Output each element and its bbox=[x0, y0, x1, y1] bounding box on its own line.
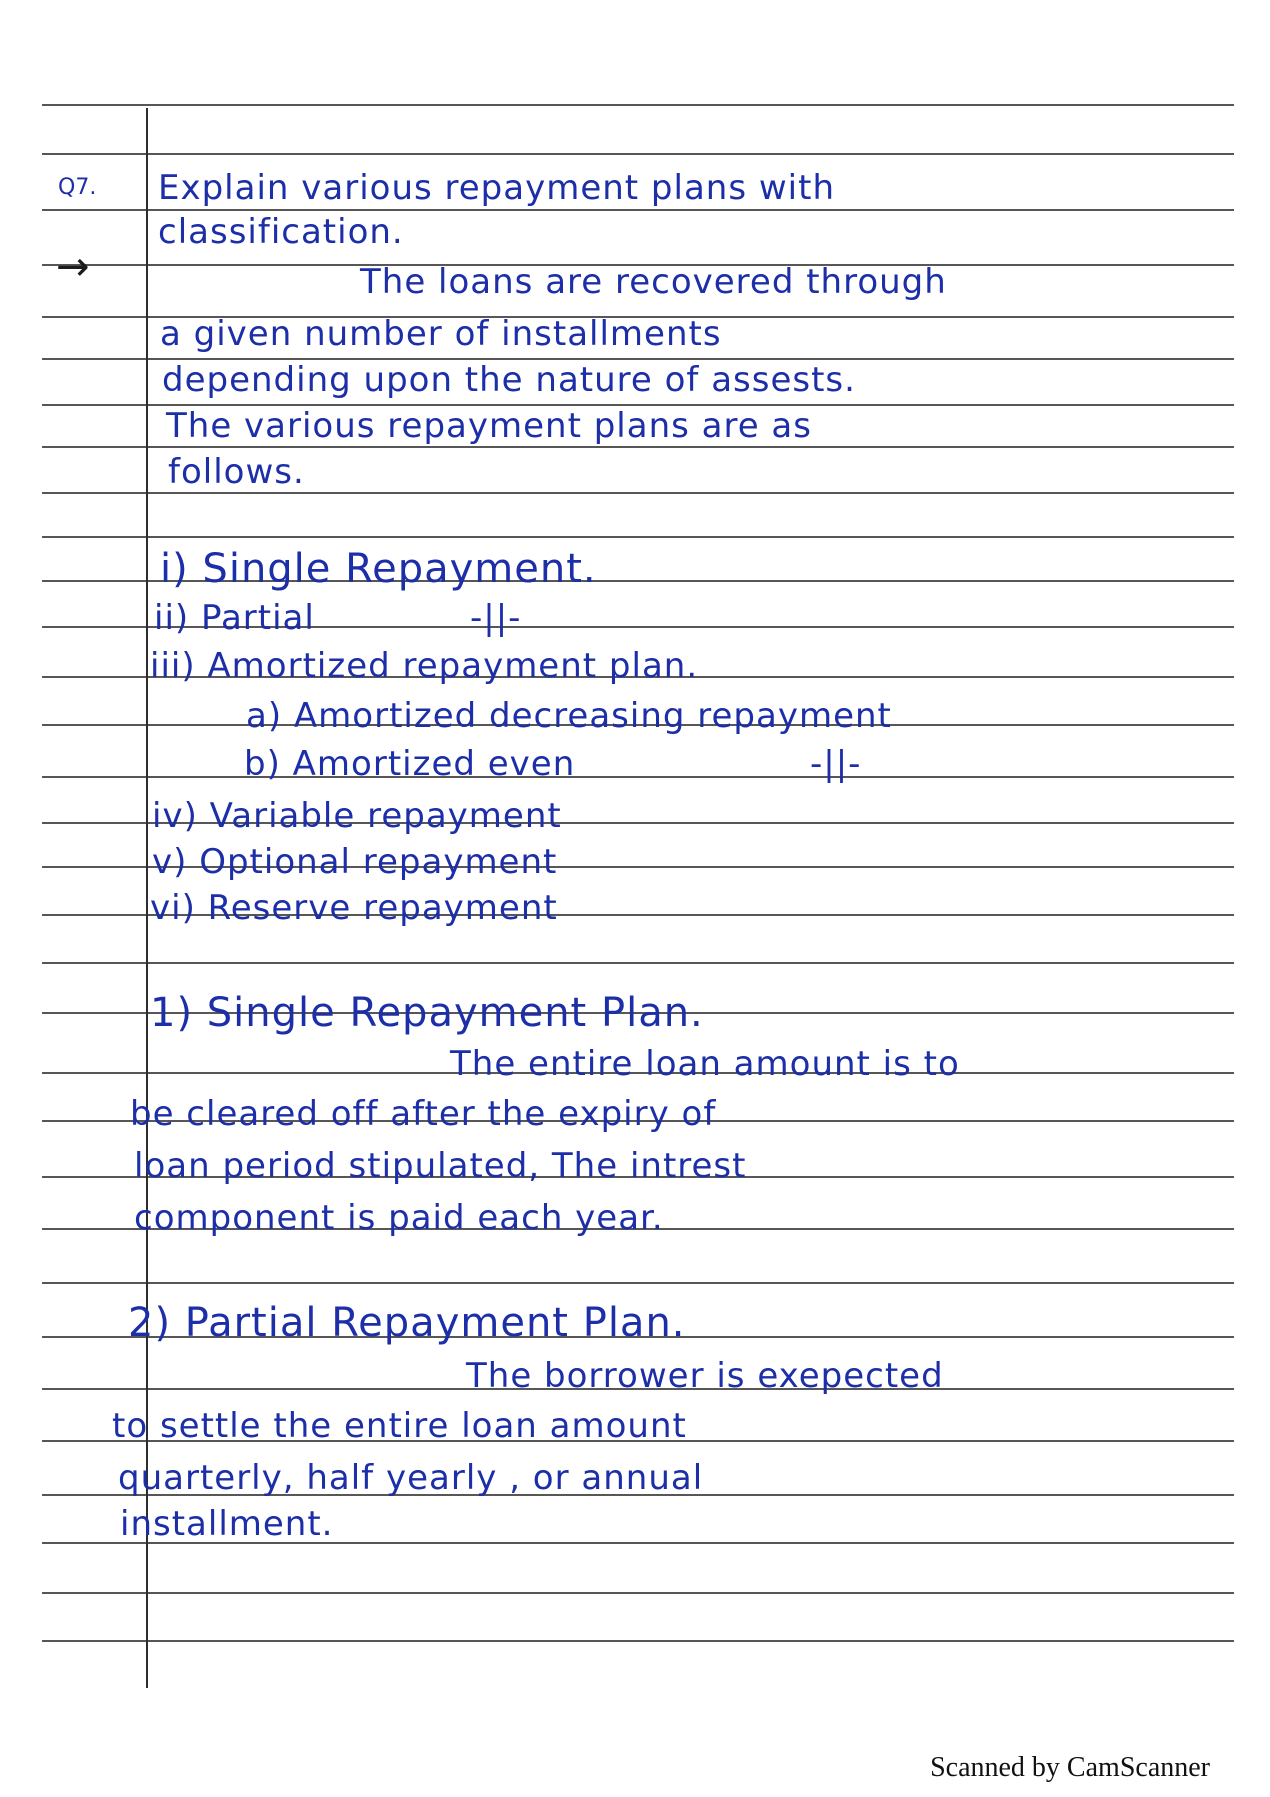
ruled-line bbox=[42, 536, 1234, 538]
section2-line2: to settle the entire loan amount bbox=[112, 1406, 687, 1446]
list-item-partial: ii) Partial bbox=[154, 598, 315, 638]
question-title-line1: Explain various repayment plans with bbox=[158, 168, 836, 208]
ruled-line bbox=[42, 1640, 1234, 1642]
list-item-amortized-even: b) Amortized even bbox=[244, 744, 576, 784]
list-item-amortized-even-ditto: -||- bbox=[810, 744, 862, 784]
ruled-line bbox=[42, 104, 1234, 106]
answer-arrow-icon: → bbox=[56, 244, 90, 290]
question-title-line2: classification. bbox=[158, 212, 404, 252]
section2-line3: quarterly, half yearly , or annual bbox=[118, 1458, 704, 1498]
ruled-line bbox=[42, 492, 1234, 494]
intro-line3: depending upon the nature of assests. bbox=[162, 360, 856, 400]
ruled-line bbox=[42, 1282, 1234, 1284]
section1-line3: loan period stipulated, The intrest bbox=[134, 1146, 747, 1186]
ruled-line bbox=[42, 776, 1234, 778]
section1-line4: component is paid each year. bbox=[134, 1198, 664, 1238]
ruled-line bbox=[42, 209, 1234, 211]
list-item-partial-ditto: -||- bbox=[470, 598, 522, 638]
section1-heading: 1) Single Repayment Plan. bbox=[150, 990, 704, 1036]
intro-line2: a given number of installments bbox=[160, 314, 722, 354]
ruled-line bbox=[42, 153, 1234, 155]
scanner-watermark: Scanned by CamScanner bbox=[930, 1752, 1210, 1783]
section1-line1: The entire loan amount is to bbox=[450, 1044, 960, 1084]
margin-line bbox=[146, 108, 148, 1688]
intro-line5: follows. bbox=[168, 452, 305, 492]
ruled-line bbox=[42, 962, 1234, 964]
list-item-variable: iv) Variable repayment bbox=[152, 796, 562, 836]
section2-line4: installment. bbox=[120, 1504, 334, 1544]
ruled-line bbox=[42, 1592, 1234, 1594]
section2-line1: The borrower is exepected bbox=[466, 1356, 944, 1396]
intro-line1: The loans are recovered through bbox=[360, 262, 947, 302]
list-item-amortized-decreasing: a) Amortized decreasing repayment bbox=[246, 696, 892, 736]
list-item-single: i) Single Repayment. bbox=[160, 546, 597, 592]
intro-line4: The various repayment plans are as bbox=[166, 406, 812, 446]
list-item-amortized: iii) Amortized repayment plan. bbox=[150, 646, 699, 686]
list-item-optional: v) Optional repayment bbox=[152, 842, 558, 882]
section1-line2: be cleared off after the expiry of bbox=[130, 1094, 717, 1134]
question-number: Q7. bbox=[58, 175, 97, 200]
ruled-line bbox=[42, 446, 1234, 448]
section2-heading: 2) Partial Repayment Plan. bbox=[128, 1300, 686, 1346]
list-item-reserve: vi) Reserve repayment bbox=[150, 888, 558, 928]
